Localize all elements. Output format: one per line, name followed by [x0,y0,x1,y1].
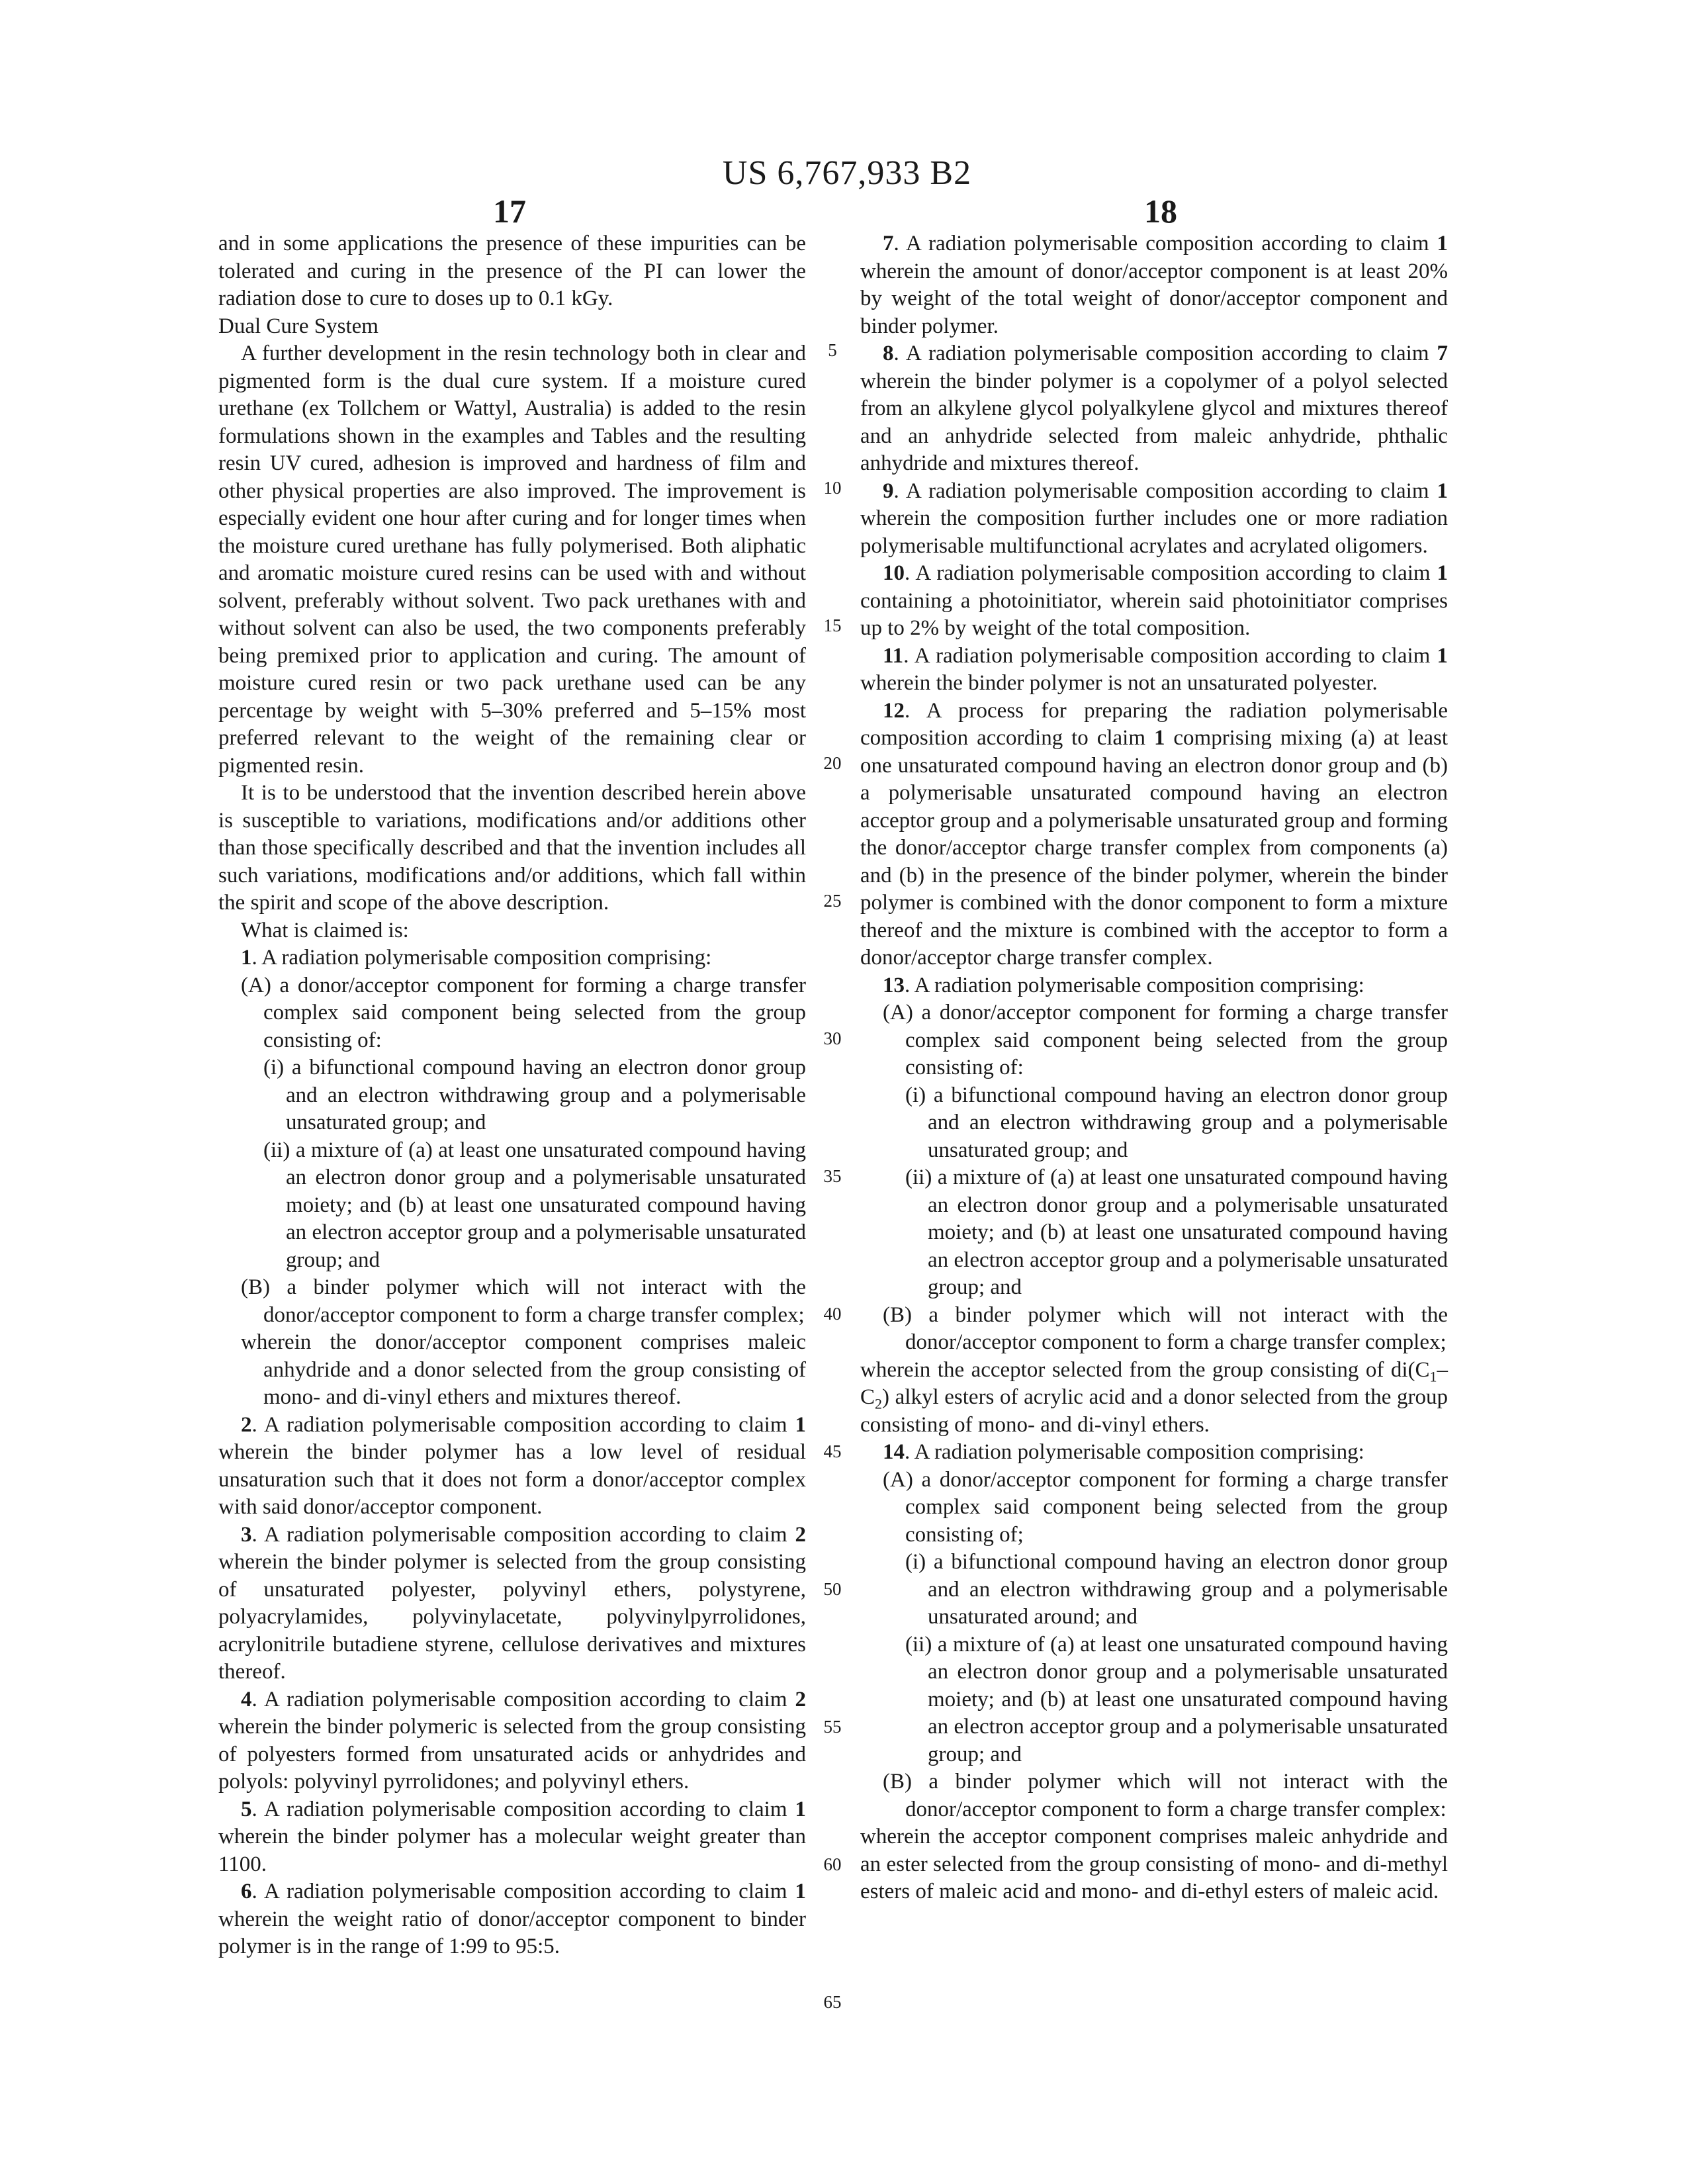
claim-1-item-ii: (ii) a mixture of (a) at least one unsaturated compound having an electron donor group and a polymerisable unsaturated moiety; and (b) at least one unsaturated compound having an electron acceptor group and a polymerisable unsaturated group; and [218,1137,806,1275]
line-number: 15 [819,615,846,636]
claim-4: 4. A radiation polymerisable composition according to claim 2 wherein the binder polymeric is selected from the group consisting of polyesters formed from unsaturated acids or anhydrides and polyols: polyvinyl pyrrolidones; and polyvinyl ethers. [218,1686,806,1796]
line-number: 65 [819,1992,846,2013]
claim-1-wherein: wherein the donor/acceptor component comprises maleic anhydride and a donor selected from the group consisting of mono- and di-vinyl ethers and mixtures thereof. [218,1329,806,1412]
right-column [860,230,1448,1906]
claim-13-wherein: wherein the acceptor selected from the group consisting of di(C1–C2) alkyl esters of acrylic acid and a donor selected from the group consisting of mono- and di-vinyl ethers. [860,1357,1448,1439]
claim-1-item-i: (i) a bifunctional compound having an electron donor group and an electron withdrawing group and a polymerisable unsaturated group; and [218,1054,806,1137]
claim-13-part-a: (A) a donor/acceptor component for forming a charge transfer complex said component being selected from the group consisting of: [860,999,1448,1082]
line-number: 10 [819,478,846,498]
claim-14: 14. A radiation polymerisable composition comprising: [860,1439,1448,1467]
paragraph: and in some applications the presence of these impurities can be tolerated and curing in the presence of the PI can lower the radiation dose to cure to doses up to 0.1 kGy. [218,230,806,313]
line-number: 55 [819,1717,846,1737]
patent-number: US 6,767,933 B2 [0,154,1694,193]
claim-1: 1. A radiation polymerisable composition comprising: [218,944,806,972]
claim-14-item-i: (i) a bifunctional compound having an electron donor group and an electron withdrawing group and a polymerisable unsaturated around; and [860,1549,1448,1631]
claim-14-part-b: (B) a binder polymer which will not interact with the donor/acceptor component to form a charge transfer complex: [860,1768,1448,1823]
claim-8: 8. A radiation polymerisable composition according to claim 7 wherein the binder polymer is a copolymer of a polyol selected from an alkylene glycol polyalkylene glycol and mixtures thereof and an anhydride selected from maleic anhydride, phthalic anhydride and mixtures thereof. [860,340,1448,478]
claim-13: 13. A radiation polymerisable composition comprising: [860,972,1448,1000]
left-column [218,230,806,1961]
left-page-number: 17 [443,192,576,230]
claim-10: 10. A radiation polymerisable composition according to claim 1 containing a photoinitiator, wherein said photoinitiator comprises up to 2% by weight of the total composition. [860,560,1448,643]
claim-11: 11. A radiation polymerisable composition according to claim 1 wherein the binder polymer is not an unsaturated polyester. [860,643,1448,698]
claim-14-item-ii: (ii) a mixture of (a) at least one unsaturated compound having an electron donor group and a polymerisable unsaturated moiety; and (b) at least one unsaturated compound having an electron acceptor group and a polymerisable unsaturated group; and [860,1631,1448,1769]
claim-1-part-a: (A) a donor/acceptor component for forming a charge transfer complex said component being selected from the group consisting of: [218,972,806,1055]
line-number: 35 [819,1166,846,1187]
right-page-number: 18 [1094,192,1227,230]
claim-1-part-b: (B) a binder polymer which will not interact with the donor/acceptor component to form a charge transfer complex; [218,1274,806,1329]
claim-2: 2. A radiation polymerisable composition according to claim 1 wherein the binder polymer has a low level of residual unsaturation such that it does not form a donor/acceptor complex with said donor/acceptor component. [218,1412,806,1522]
line-number: 40 [819,1304,846,1324]
line-number: 20 [819,753,846,774]
claim-6: 6. A radiation polymerisable composition according to claim 1 wherein the weight ratio of donor/acceptor component to binder polymer is in the range of 1:99 to 95:5. [218,1878,806,1961]
claim-5: 5. A radiation polymerisable composition according to claim 1 wherein the binder polymer has a molecular weight greater than 1100. [218,1796,806,1879]
claim-7: 7. A radiation polymerisable composition according to claim 1 wherein the amount of donor/acceptor component is at least 20% by weight of the total weight of donor/acceptor component and binder polymer. [860,230,1448,340]
paragraph: It is to be understood that the invention described herein above is susceptible to variations, modifications and/or additions other than those specifically described and that the invention includes all such variations, modifications and/or additions, which fall within the spirit and scope of the above description. [218,780,806,917]
claims-intro: What is claimed is: [218,917,806,945]
line-number: 50 [819,1579,846,1600]
section-heading: Dual Cure System [218,313,806,341]
line-number: 5 [819,340,846,361]
claim-12: 12. A process for preparing the radiation polymerisable composition according to claim 1 comprising mixing (a) at least one unsaturated compound having an electron donor group and (b) a polymerisable unsaturated compound having an electron acceptor group and a polymerisable unsaturated group and forming the donor/acceptor charge transfer complex from components (a) and (b) in the presence of the binder polymer, wherein the binder polymer is combined with the donor component to form a mixture thereof and the mixture is combined with the acceptor to form a donor/acceptor charge transfer complex. [860,698,1448,972]
paragraph: A further development in the resin technology both in clear and pigmented form is the dual cure system. If a moisture cured urethane (ex Tollchem or Wattyl, Australia) is added to the resin formulations shown in the examples and Tables and the resulting resin UV cured, adhesion is improved and hardness of film and other physical properties are also improved. The improvement is especially evident one hour after curing and for longer times when the moisture cured urethane has fully polymerised. Both aliphatic and aromatic moisture cured resins can be used with and without solvent, preferably without solvent. Two pack urethanes with and without solvent can also be used, the two components preferably being premixed prior to application and curing. The amount of moisture cured resin or two pack urethane used can be any percentage by weight with 5–30% preferred and 5–15% most preferred relevant to the weight of the remaining clear or pigmented resin. [218,340,806,780]
line-number: 45 [819,1441,846,1462]
line-number: 60 [819,1854,846,1875]
line-number: 30 [819,1028,846,1049]
claim-14-part-a: (A) a donor/acceptor component for forming a charge transfer complex said component being selected from the group consisting of; [860,1467,1448,1549]
claim-9: 9. A radiation polymerisable composition according to claim 1 wherein the composition further includes one or more radiation polymerisable multifunctional acrylates and acrylated oligomers. [860,478,1448,561]
claim-13-item-i: (i) a bifunctional compound having an electron donor group and an electron withdrawing group and a polymerisable unsaturated group; and [860,1082,1448,1165]
claim-13-part-b: (B) a binder polymer which will not interact with the donor/acceptor component to form a charge transfer complex; [860,1302,1448,1357]
claim-13-item-ii: (ii) a mixture of (a) at least one unsaturated compound having an electron donor group and a polymerisable unsaturated moiety; and (b) at least one unsaturated compound having an electron acceptor group and a polymerisable unsaturated group; and [860,1164,1448,1302]
line-number: 25 [819,891,846,911]
claim-14-wherein: wherein the acceptor component comprises maleic anhydride and an ester selected from the group consisting of mono- and di-methyl esters of maleic acid and mono- and di-ethyl esters of maleic acid. [860,1823,1448,1906]
claim-3: 3. A radiation polymerisable composition according to claim 2 wherein the binder polymer is selected from the group consisting of unsaturated polyester, polyvinyl ethers, polystyrene, polyacrylamides, polyvinylacetate, polyvinylpyrrolidones, acrylonitrile butadiene styrene, cellulose derivatives and mixtures thereof. [218,1522,806,1686]
